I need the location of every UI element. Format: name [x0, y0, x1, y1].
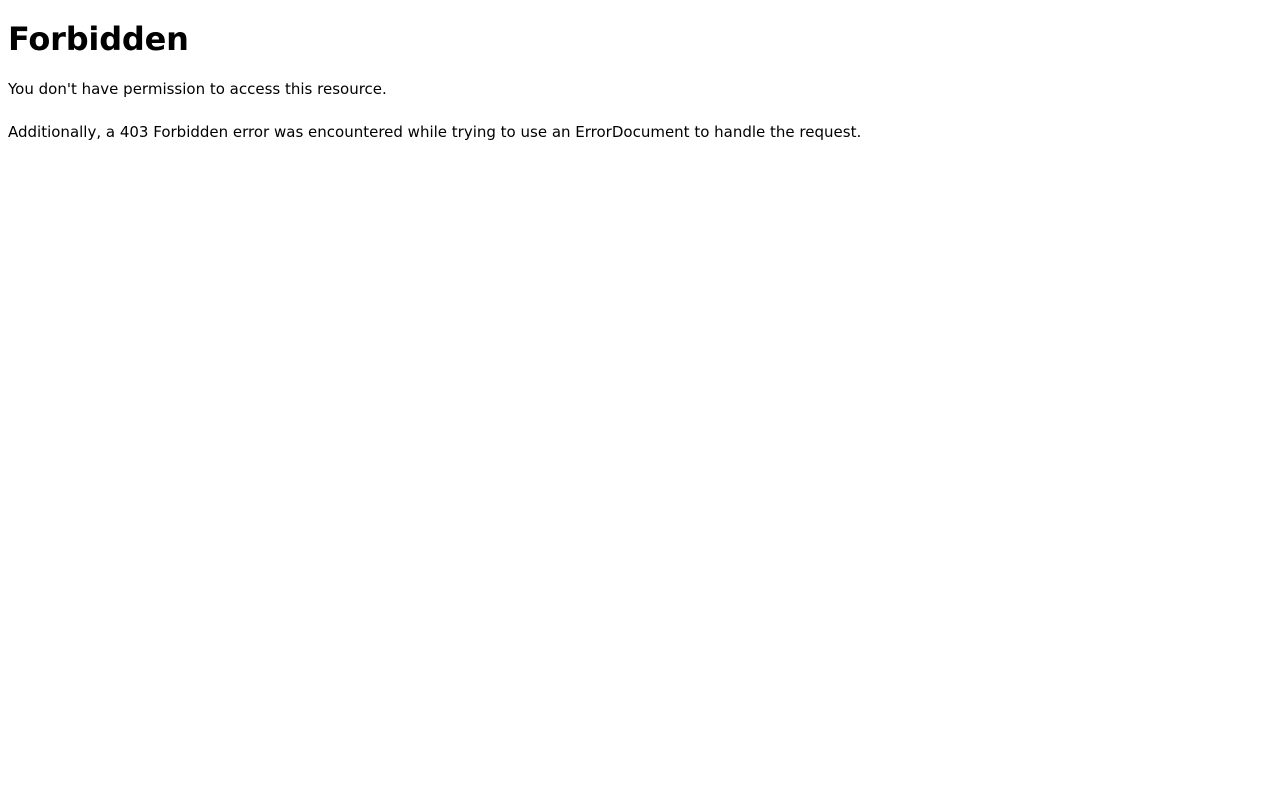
page-title: Forbidden	[8, 20, 189, 58]
error-message-primary: You don't have permission to access this resource.	[8, 80, 387, 99]
error-page	[0, 0, 1280, 151]
error-message-secondary: Additionally, a 403 Forbidden error was encountered while trying to use an ErrorDocument to handle the request.	[8, 123, 862, 142]
